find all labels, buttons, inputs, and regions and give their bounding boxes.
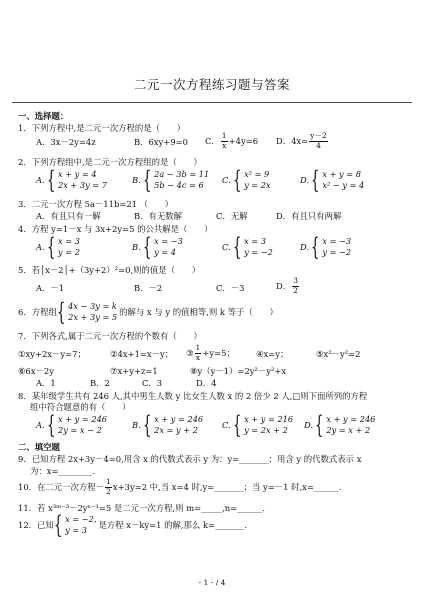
q2-c-eq1: x² = 9 bbox=[244, 169, 270, 179]
q3-option-d: D．有且只有两解 bbox=[276, 211, 342, 221]
q2-stem: 2．下列方程组中,是二元一次方程组的是（ ） bbox=[18, 157, 202, 167]
q5-option-b: B．－2 bbox=[134, 283, 163, 293]
q8-a-eq1: x + y = 246 bbox=[58, 414, 108, 424]
page-number: - 1 - / 4 bbox=[198, 578, 226, 587]
q8-option-d bbox=[304, 411, 376, 439]
q7-option-b: B．2 bbox=[90, 378, 110, 388]
q4-option-c-label: C. bbox=[222, 242, 231, 252]
section-choice-heading: 一、选择题： bbox=[18, 111, 69, 121]
q10-fraction bbox=[105, 478, 112, 496]
q8-c-eq1: x + y = 216 bbox=[244, 414, 294, 424]
q9-line1: 9．已知方程 2x+3y－4=0,用含 x 的代数式表示 y 为：y=_______；用含 y 的代数式表示 x bbox=[18, 454, 362, 464]
q7-item-3-tail: +y=5； bbox=[202, 348, 235, 358]
q8-d-eq1: x + y = 246 bbox=[326, 414, 376, 424]
q7-item-7: ⑦x+y+z=1 bbox=[110, 366, 158, 376]
q7-stem: 7．下列各式,属于二元一次方程的个数有（ ） bbox=[18, 331, 202, 341]
q4-a-eq1: x = 3 bbox=[58, 236, 80, 246]
q11: 11．若 x³ᵐ⁻³－2yⁿ⁻¹=5 是二元一次方程,则 m=_____,n=______． bbox=[18, 503, 271, 513]
q7-option-d: D．4 bbox=[196, 378, 217, 388]
q1-option-b: B．6xy+9=0 bbox=[134, 137, 189, 147]
q10-prefix: 10．在二元一次方程－ bbox=[18, 482, 105, 492]
q8-option-a-label: A. bbox=[36, 420, 45, 430]
q7-item-2: ②4x+1=x－y； bbox=[110, 349, 174, 359]
q1-option-d-fraction bbox=[309, 132, 328, 150]
q5-option-d-numerator: 3 bbox=[293, 276, 298, 285]
q4-d-eq2: y = −2 bbox=[322, 247, 352, 257]
q5-option-d bbox=[276, 277, 300, 295]
q2-c-eq2: y = 2x bbox=[244, 180, 271, 190]
q7-item-6: ⑥6x－2y bbox=[18, 366, 54, 376]
q4-option-b bbox=[132, 233, 183, 261]
q8-b-eq1: x + y = 246 bbox=[154, 414, 204, 424]
q2-option-c bbox=[222, 166, 271, 194]
q12-suffix: 是方程 x－ky=1 的解,那么 k=_______． bbox=[98, 520, 253, 530]
q7-item-4: ④x=y； bbox=[256, 349, 289, 359]
q4-option-d-label: D. bbox=[300, 242, 310, 252]
q3-stem: 3．二元一次方程 5a－11b=21 （ ） bbox=[18, 199, 174, 209]
q6-prefix: 6．方程组 bbox=[18, 307, 57, 317]
left-brace-icon: { bbox=[142, 411, 152, 439]
q2-a-eq2: 2x + 3y = 7 bbox=[58, 180, 108, 190]
q1-option-c-fraction bbox=[221, 132, 228, 150]
q5-option-d-denominator: 2 bbox=[293, 285, 298, 295]
q4-option-c bbox=[222, 233, 273, 261]
page-title: 二元一次方程练习题与答案 bbox=[133, 77, 290, 92]
q7-item-3 bbox=[186, 344, 235, 362]
q1-option-d-denominator: 4 bbox=[316, 140, 321, 150]
q2-d-eq2: x² − y = 4 bbox=[322, 180, 365, 190]
q4-a-eq2: y = 2 bbox=[58, 247, 80, 257]
left-brace-icon: { bbox=[46, 411, 56, 439]
q1-stem: 1．下列方程中,是二元一次方程的是（ ） bbox=[18, 123, 186, 133]
left-brace-icon: { bbox=[232, 411, 242, 439]
q3-option-b: B．有无数解 bbox=[134, 211, 183, 221]
q7-item-3-numerator: 1 bbox=[195, 343, 201, 352]
q8-option-b-label: B. bbox=[132, 420, 141, 430]
q8-option-b bbox=[132, 411, 204, 439]
left-brace-icon: { bbox=[232, 166, 242, 194]
q7-item-3-fraction bbox=[195, 344, 202, 362]
q12-eq1: x = −2, bbox=[65, 514, 97, 524]
q7-option-a: A．1 bbox=[36, 378, 56, 388]
q4-d-eq1: x = −3 bbox=[322, 236, 352, 246]
q10-suffix: x+3y=2 中,当 x=4 时,y=_______；当 y=－1 时,x=______． bbox=[112, 482, 348, 492]
left-brace-icon: { bbox=[53, 511, 63, 539]
q2-option-b bbox=[132, 166, 210, 194]
q8-option-a bbox=[36, 411, 108, 439]
q2-option-d-label: D. bbox=[300, 175, 310, 185]
q2-option-a bbox=[36, 166, 108, 194]
q8-d-eq2: 2y = x + 2 bbox=[326, 425, 371, 435]
q7-option-c: C．3 bbox=[142, 378, 163, 388]
q1-option-d-label: D．4x= bbox=[276, 136, 309, 146]
q1-option-d bbox=[276, 132, 329, 150]
left-brace-icon: { bbox=[311, 233, 320, 261]
q4-option-d bbox=[300, 233, 352, 261]
q5-option-c: C．－3 bbox=[216, 283, 245, 293]
q7-item-5: ⑤x²－y²=2 bbox=[316, 349, 361, 359]
left-brace-icon: { bbox=[46, 166, 56, 194]
q10-numerator: 1 bbox=[106, 477, 111, 486]
q5-option-d-fraction bbox=[292, 277, 299, 295]
q1-option-c-denominator: x bbox=[222, 140, 227, 150]
left-brace-icon: { bbox=[232, 233, 242, 261]
q2-option-d bbox=[300, 166, 365, 194]
left-brace-icon: { bbox=[311, 166, 320, 194]
q2-b-eq1: 2a − 3b = 11 bbox=[154, 169, 210, 179]
q10 bbox=[18, 478, 347, 496]
q1-option-a: A．3x－2y=4z bbox=[36, 137, 96, 147]
q2-d-eq1: x + y = 8 bbox=[322, 169, 361, 179]
q8-option-c-label: C. bbox=[222, 420, 231, 430]
q12-prefix: 12．已知 bbox=[18, 520, 54, 530]
q7-item-3-denominator: x bbox=[195, 352, 201, 362]
q8-c-eq2: y = 2x + 2 bbox=[244, 425, 288, 435]
q2-option-b-label: B. bbox=[132, 175, 141, 185]
left-brace-icon: { bbox=[56, 298, 66, 326]
q2-option-c-label: C. bbox=[222, 175, 231, 185]
q4-option-b-label: B. bbox=[132, 242, 141, 252]
q8-a-eq2: 2y = x − 2 bbox=[58, 425, 102, 435]
q3-option-a: A．有且只有一解 bbox=[36, 211, 101, 221]
left-brace-icon: { bbox=[142, 233, 152, 261]
q1-option-c bbox=[205, 132, 258, 150]
q3-option-c: C．无解 bbox=[216, 211, 248, 221]
left-brace-icon: { bbox=[315, 411, 324, 439]
q5-option-a: A．－1 bbox=[36, 283, 65, 293]
q7-item-8: ⑧y（y－1）=2y²－y²+x bbox=[190, 366, 287, 376]
q4-c-eq1: x = 3 bbox=[244, 236, 266, 246]
q8-option-d-label: D. bbox=[304, 420, 314, 430]
q1-option-c-label: C． bbox=[205, 136, 220, 146]
q1-option-c-numerator: 1 bbox=[221, 131, 227, 140]
q1-option-c-tail: +4y=6 bbox=[228, 136, 259, 146]
title-divider bbox=[12, 102, 412, 103]
q2-option-a-label: A. bbox=[36, 175, 45, 185]
left-brace-icon: { bbox=[46, 233, 56, 261]
q12-eq2: y = 3 bbox=[65, 525, 87, 535]
q4-c-eq2: y = −2 bbox=[244, 247, 273, 257]
q8-stem-line1: 8．某年级学生共有 246 人,其中男生人数 y 比女生人数 x 的 2 倍少 2 人,□则下面所列的方程 bbox=[18, 391, 368, 401]
q8-option-c bbox=[222, 411, 294, 439]
q4-b-eq2: y = 4 bbox=[154, 247, 177, 257]
q8-b-eq2: 2x = y + 2 bbox=[154, 425, 198, 435]
q8-stem-line2: 组中符合题意的有（ ） bbox=[30, 402, 131, 412]
q6-suffix: 的解与 x 与 y 的值相等,则 k 等于（ ） bbox=[119, 307, 278, 317]
q2-a-eq1: x + y = 4 bbox=[58, 169, 97, 179]
q4-stem: 4．方程 y=1－x 与 3x+2y=5 的公共解是（ ） bbox=[18, 224, 213, 234]
q1-option-d-numerator: y－2 bbox=[310, 131, 327, 140]
q2-b-eq2: 5b − 4c = 6 bbox=[154, 180, 204, 190]
q12 bbox=[18, 511, 253, 539]
q4-b-eq1: x = −3 bbox=[154, 236, 183, 246]
q6-eq1: 4x − 3y = k bbox=[68, 301, 117, 311]
q4-option-a bbox=[36, 233, 80, 261]
q10-denominator: 2 bbox=[106, 486, 111, 496]
q5-stem: 5．若│x－2│+（3y+2）²=0,则的值是（ ） bbox=[18, 265, 201, 275]
section-fill-heading: 二、填空题 bbox=[18, 442, 60, 452]
q7-item-1: ①xy+2x－y=7； bbox=[18, 349, 86, 359]
q7-item-3-label: ③ bbox=[186, 348, 194, 358]
q4-option-a-label: A. bbox=[36, 242, 45, 252]
q5-option-d-label: D． bbox=[276, 281, 292, 291]
left-brace-icon: { bbox=[142, 166, 152, 194]
q9-line2: 为：x=________． bbox=[30, 466, 101, 476]
q6-stem bbox=[18, 298, 278, 326]
q6-eq2: 2x + 3y = 5 bbox=[68, 312, 118, 322]
